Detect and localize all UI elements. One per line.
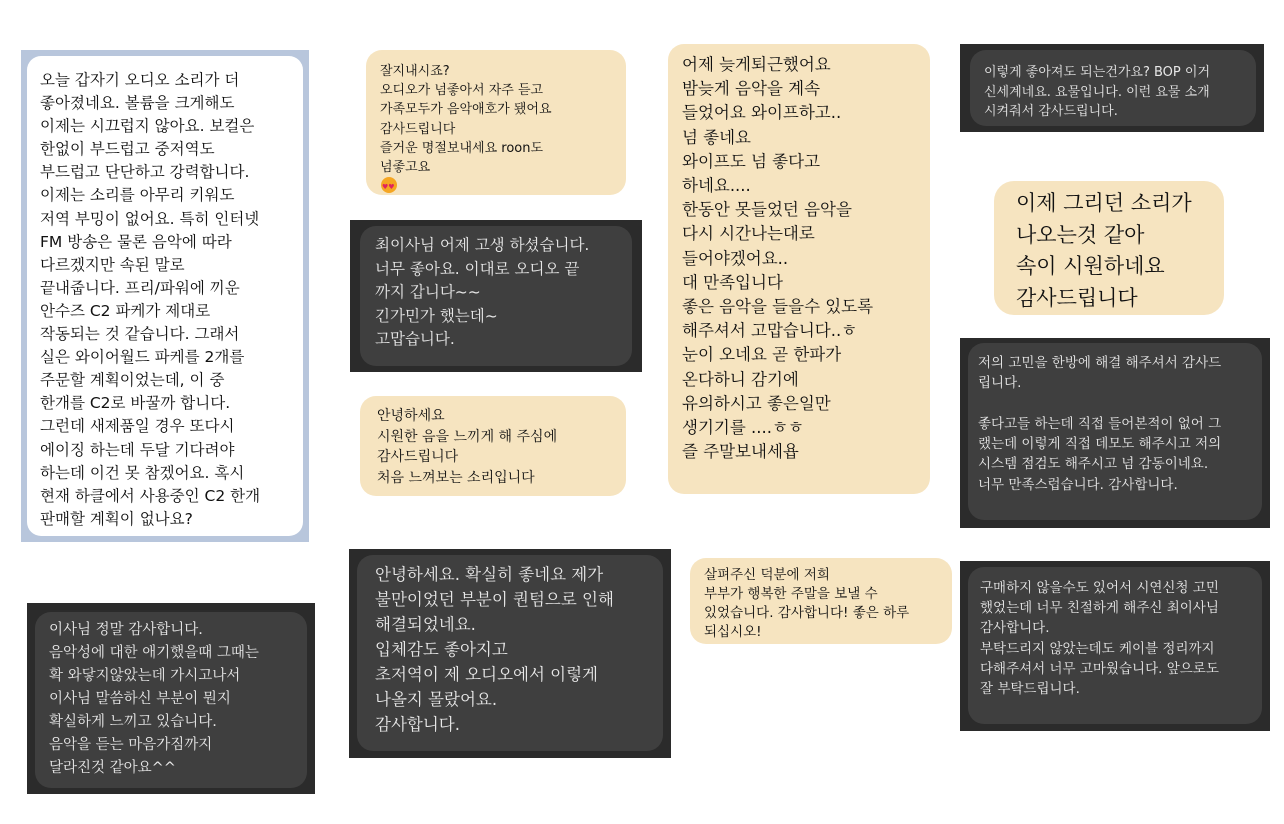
message-line: 에이징 하는데 두달 기다려야 bbox=[40, 440, 235, 459]
message-line: 감사합니다. bbox=[980, 620, 1050, 637]
message-line: 밤늦게 음악을 계속 bbox=[682, 79, 821, 99]
message-line: 가족모두가 음악애호가 됐어요 bbox=[380, 102, 552, 118]
message-line: 나올지 몰랐어요. bbox=[375, 690, 498, 709]
message-bubble bbox=[27, 56, 303, 536]
message-line: 안수즈 C2 파케가 제대로 bbox=[40, 301, 211, 320]
message-line: 다해주셔서 너무 고마웠습니다. 앞으로도 bbox=[980, 660, 1219, 677]
message-line: 감사드립니다 bbox=[377, 449, 459, 465]
message-card-10 bbox=[349, 549, 671, 758]
message-bubble bbox=[35, 612, 307, 788]
message-text bbox=[704, 566, 952, 642]
message-line: 신세계네요. 요물입니다. 이런 요물 소개 bbox=[984, 84, 1210, 100]
message-line: 확실하게 느끼고 있습니다. bbox=[49, 714, 217, 730]
message-line: 그런데 새제품일 경우 또다시 bbox=[40, 417, 235, 436]
message-line: 긴가민가 했는데~ bbox=[375, 306, 498, 325]
message-line: 한동안 못들었던 음악을 bbox=[682, 200, 852, 220]
message-line: 나오는것 같아 bbox=[1016, 222, 1145, 247]
message-line: 이사님 말씀하신 부분이 뭔지 bbox=[49, 691, 231, 707]
message-card-2 bbox=[360, 42, 632, 198]
message-line: 하는데 이건 못 참겠어요. 혹시 bbox=[40, 463, 245, 482]
message-line: FM 방송은 물론 음악에 따라 bbox=[40, 232, 232, 251]
message-text bbox=[49, 619, 307, 780]
message-line: 어제 늦게퇴근했어요 bbox=[682, 55, 831, 74]
message-line: 해결되었네요. bbox=[375, 615, 476, 634]
message-bubble bbox=[994, 181, 1224, 315]
message-line: 다시 시간나는대로 bbox=[682, 224, 815, 244]
message-line: 까지 갑니다~~ bbox=[375, 283, 481, 301]
message-line: 현재 하클에서 사용중인 C2 한개 bbox=[40, 486, 261, 505]
message-line: 좋아졌네요. 볼륨을 크게해도 bbox=[40, 94, 235, 113]
message-line: 너무 만족스럽습니다. 감사합니다. bbox=[978, 476, 1178, 493]
heart-eyes-emoji-icon bbox=[381, 177, 397, 193]
message-line: 초저역이 제 오디오에서 이렇게 bbox=[375, 665, 598, 684]
message-line: 작동되는 것 같습니다. 그래서 bbox=[40, 325, 240, 344]
message-bubble bbox=[357, 555, 663, 751]
message-line: 좋은 음악을 들을수 있도록 bbox=[682, 297, 874, 317]
message-line: 부탁드리지 않았는데도 케이블 정리까지 bbox=[980, 640, 1215, 657]
message-line: 처음 느껴보는 소리입니다 bbox=[377, 469, 535, 486]
message-card-6 bbox=[960, 44, 1264, 132]
message-bubble bbox=[970, 50, 1256, 126]
message-line: 부부가 행복한 주말을 보낼 수 bbox=[704, 586, 878, 602]
message-text bbox=[375, 562, 663, 737]
message-line: 부드럽고 단단하고 강력합니다. bbox=[40, 163, 250, 182]
message-line: 좋다고들 하는데 직접 들어본적이 없어 그 bbox=[978, 415, 1222, 432]
message-line: 이제는 시끄럽지 않아요. 보컬은 bbox=[40, 117, 255, 136]
message-line: 즐 주말보내세욥 bbox=[682, 442, 799, 462]
message-line: 저역 부밍이 없어요. 특히 인터넷 bbox=[40, 209, 260, 228]
message-line bbox=[978, 394, 1262, 414]
message-line: 시켜줘서 감사드립니다. bbox=[984, 104, 1118, 119]
message-line: 살펴주신 덕분에 저희 bbox=[704, 567, 830, 583]
message-line: 실은 와이어월드 파케를 2개를 bbox=[40, 348, 245, 367]
message-line: 시원한 음을 느끼게 해 주심에 bbox=[377, 428, 558, 445]
message-line: 너무 좋아요. 이대로 오디오 끝 bbox=[375, 259, 580, 278]
message-line: 한개를 C2로 바꿀까 합니다. bbox=[40, 394, 231, 413]
message-line: 되십시오! bbox=[704, 624, 762, 640]
message-card-7 bbox=[990, 175, 1232, 320]
message-text bbox=[377, 406, 626, 488]
message-line: 입체감도 좋아지고 bbox=[375, 640, 508, 659]
message-line: 다르겠지만 속된 말로 bbox=[40, 255, 185, 274]
message-line: 대 만족입니다 bbox=[682, 272, 783, 292]
message-bubble bbox=[366, 50, 626, 195]
message-line: 하네요.... bbox=[682, 176, 751, 196]
message-line: 넘좋고요 ♥♥ bbox=[380, 158, 626, 193]
message-line: 오디오가 넘좋아서 자주 듣고 bbox=[380, 83, 544, 99]
message-line: 음악을 듣는 마음가짐까지 bbox=[49, 737, 213, 753]
message-line: 넘 좋네요 bbox=[682, 127, 752, 147]
message-line: 생기기를 ....ㅎㅎ bbox=[682, 418, 804, 438]
message-text bbox=[980, 578, 1262, 699]
message-line: 눈이 오네요 곧 한파가 bbox=[682, 345, 842, 365]
message-bubble bbox=[690, 558, 952, 644]
message-line: 판매할 계획이 없나요? bbox=[40, 509, 193, 528]
message-line: 해주셔서 고맙습니다..ㅎ bbox=[682, 321, 858, 341]
message-bubble bbox=[968, 567, 1262, 724]
message-line: 오늘 갑자기 오디오 소리가 더 bbox=[40, 71, 240, 89]
message-line: 안녕하세요 bbox=[377, 408, 445, 424]
message-line: 속이 시원하네요 bbox=[1016, 254, 1165, 278]
message-bubble bbox=[968, 343, 1262, 520]
message-card-4 bbox=[360, 394, 632, 498]
message-line: 즐거운 명절보내세요 roon도 bbox=[380, 140, 544, 156]
message-line: 저의 고민을 한방에 해결 해주셔서 감사드 bbox=[978, 355, 1222, 371]
message-line: 했었는데 너무 친절하게 해주신 최이사님 bbox=[980, 600, 1219, 617]
message-line: 시스템 점검도 해주시고 넘 감동이네요. bbox=[978, 456, 1209, 473]
message-line: 감사합니다. bbox=[375, 715, 460, 734]
message-card-5 bbox=[664, 36, 936, 498]
message-card-1 bbox=[21, 50, 309, 542]
message-line: 감사드립니다 bbox=[380, 121, 456, 137]
message-line: 고맙습니다. bbox=[375, 330, 455, 348]
message-line: 최이사님 어제 고생 하셨습니다. bbox=[375, 236, 590, 254]
message-card-11 bbox=[690, 555, 954, 647]
message-line: 잘지내시죠? bbox=[380, 64, 450, 79]
message-line: 온다하니 감기에 bbox=[682, 369, 799, 389]
message-card-8 bbox=[960, 338, 1270, 528]
message-line: 이제는 소리를 아무리 키워도 bbox=[40, 186, 235, 205]
message-line: 잘 부탁드립니다. bbox=[980, 681, 1080, 698]
message-line: 이렇게 좋아져도 되는건가요? BOP 이거 bbox=[984, 65, 1211, 80]
message-text bbox=[40, 69, 303, 531]
message-text bbox=[984, 63, 1256, 122]
message-line: 확 와닿지않았는데 가시고나서 bbox=[49, 668, 241, 684]
message-card-12 bbox=[960, 561, 1270, 731]
message-bubble bbox=[668, 44, 930, 494]
message-line: 이제 그리던 소리가 bbox=[1016, 191, 1192, 215]
message-line: 들어야겠어요.. bbox=[682, 248, 789, 268]
message-line: 들었어요 와이프하고.. bbox=[682, 103, 842, 123]
message-line: 유의하시고 좋은일만 bbox=[682, 393, 831, 413]
message-line: 와이프도 넘 좋다고 bbox=[682, 151, 821, 171]
message-line: 달라진것 같아요^^ bbox=[49, 760, 176, 776]
message-line: 안녕하세요. 확실히 좋네요 제가 bbox=[375, 565, 604, 584]
message-text bbox=[375, 234, 632, 352]
message-line: 감사드립니다 bbox=[1016, 285, 1138, 310]
message-line: 한없이 부드럽고 중저역도 bbox=[40, 140, 215, 159]
message-bubble bbox=[360, 396, 626, 496]
message-line: 있었습니다. 감사합니다! 좋은 하루 bbox=[704, 605, 910, 621]
message-text bbox=[380, 62, 626, 193]
message-card-9 bbox=[27, 603, 315, 794]
message-line: 주문할 계획이었는데, 이 중 bbox=[40, 371, 225, 390]
message-bubble bbox=[360, 226, 632, 366]
message-line: 랬는데 이렇게 직접 데모도 해주시고 저의 bbox=[978, 436, 1222, 453]
message-line: 끝내줍니다. 프리/파워에 끼운 bbox=[40, 278, 240, 297]
message-line: 이사님 정말 감사합니다. bbox=[49, 622, 203, 638]
message-line: 불만이었던 부분이 퀀텀으로 인해 bbox=[375, 590, 614, 609]
message-line: 립니다. bbox=[978, 375, 1022, 392]
message-line: 음악성에 대한 애기했을때 그때는 bbox=[49, 645, 259, 661]
message-text bbox=[682, 53, 930, 464]
message-text bbox=[1016, 188, 1224, 314]
message-line: 구매하지 않을수도 있어서 시연신청 고민 bbox=[980, 580, 1219, 596]
message-card-3 bbox=[350, 220, 642, 372]
message-text bbox=[978, 353, 1262, 495]
